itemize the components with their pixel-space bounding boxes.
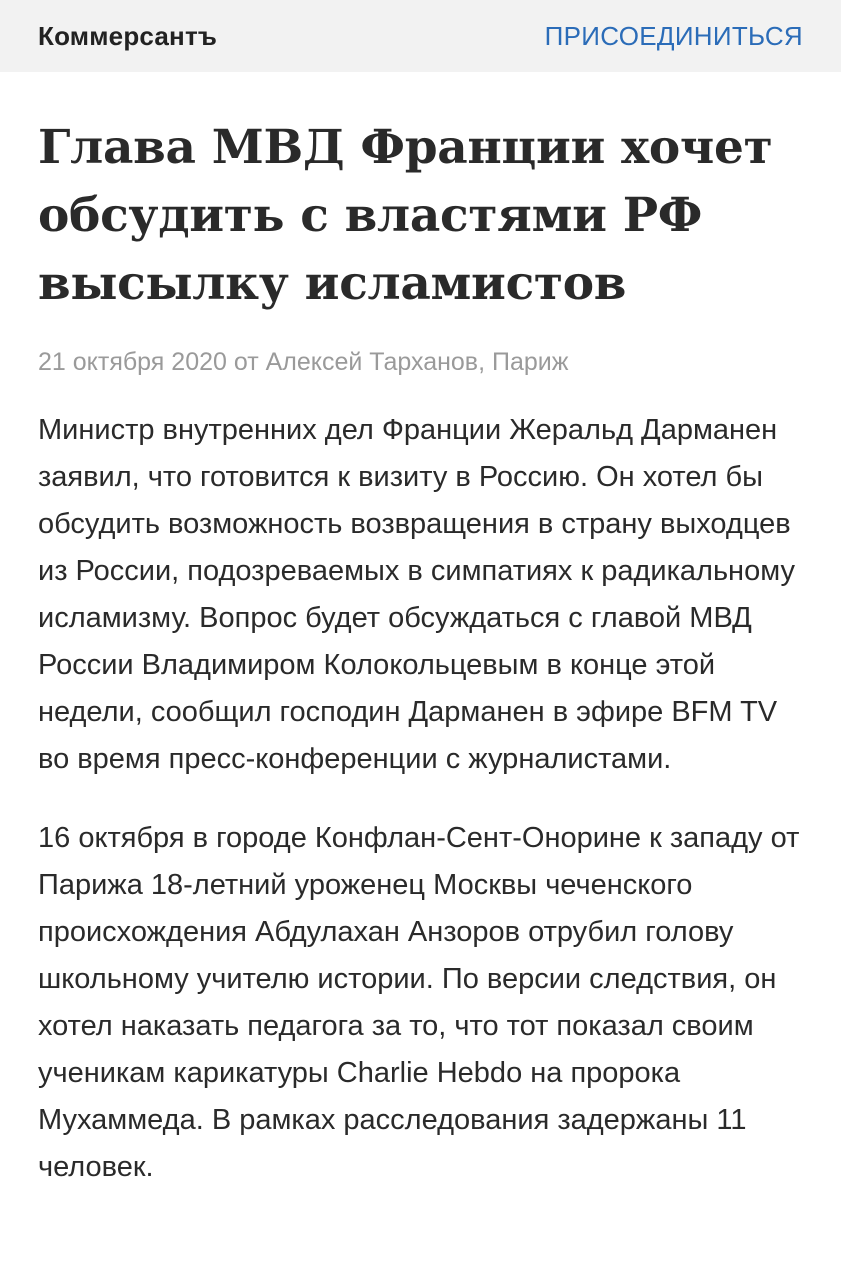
article-meta: 21 октября 2020 от Алексей Тарханов, Париж xyxy=(38,348,569,376)
article-paragraph-1: Министр внутренних дел Франции Жеральд Дарманен заявил, что готовится к визиту в Россию. Он хотел бы обсудить возможность возвращения в страну выходцев из России, подозреваемых в симпатиях к радикальному исламизму. Вопрос будет обсуждаться с главой МВД России Владимиром Колокольцевым в конце этой недели, сообщил господин Дарманен в эфире BFM TV во время пресс-конференции с журналистами. xyxy=(38,414,795,775)
article-title: Глава МВД Франции хочет обсудить с властями РФ высылку исламистов xyxy=(38,120,773,311)
article xyxy=(0,72,841,1191)
article-paragraph-2: 16 октября в городе Конфлан-Сент-Онорине к западу от Парижа 18-летний уроженец Москвы чеченского происхождения Абдулахан Анзоров отрубил голову школьному учителю истории. По версии следствия, он хотел наказать педагога за то, что тот показал своим ученикам карикатуры Charlie Hebdo на пророка Мухаммеда. В рамках расследования задержаны 11 человек. xyxy=(38,822,800,1183)
top-bar xyxy=(0,0,841,72)
join-button[interactable]: ПРИСОЕДИНИТЬСЯ xyxy=(544,20,803,51)
brand-logo[interactable]: Коммерсантъ xyxy=(38,20,218,51)
